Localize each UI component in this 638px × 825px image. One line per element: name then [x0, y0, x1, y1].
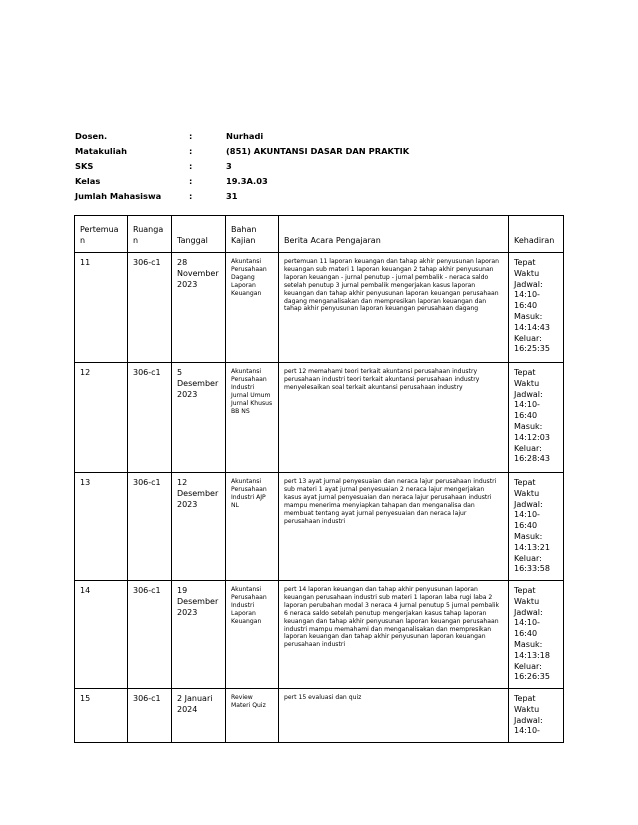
- cell-berita-acara: pert 15 evaluasi dan quiz: [279, 689, 509, 743]
- cell-berita-acara: pert 12 memahami teori terkait akuntansi perusahaan industry perusahaan industri teori terkait akuntansi perusahaan industry menyelesaikan soal terkait akuntansi perusahaan industry: [279, 363, 509, 473]
- cell-kehadiran: Tepat Waktu Jadwal: 14:10-16:40 Masuk: 14:13:18 Keluar: 16:26:35: [509, 581, 564, 689]
- cell-pertemuan: 11: [75, 253, 128, 363]
- cell-tanggal: 28 November 2023: [172, 253, 226, 363]
- table-row: [75, 363, 564, 473]
- header-tanggal: Tanggal: [172, 216, 226, 253]
- info-colon: :: [189, 131, 193, 141]
- cell-ruangan: 306-c1: [128, 581, 172, 689]
- cell-bahan-kajian: Akuntansi Perusahaan Industri Laporan Keuangan: [226, 581, 279, 689]
- attendance-table: [74, 215, 564, 743]
- cell-bahan-kajian: Akuntansi Perusahaan Industri AJP NL: [226, 473, 279, 581]
- cell-ruangan: 306-c1: [128, 253, 172, 363]
- cell-ruangan: 306-c1: [128, 363, 172, 473]
- cell-tanggal: 5 Desember 2023: [172, 363, 226, 473]
- cell-kehadiran: Tepat Waktu Jadwal: 14:10-16:40 Masuk: 14:12:03 Keluar: 16:28:43: [509, 363, 564, 473]
- cell-pertemuan: 15: [75, 689, 128, 743]
- table-row: [75, 581, 564, 689]
- info-label: SKS: [75, 161, 94, 171]
- header-ruangan: Ruangan: [128, 216, 172, 253]
- cell-bahan-kajian: Review Materi Quiz: [226, 689, 279, 743]
- header-bahan-kajian: Bahan Kajian: [226, 216, 279, 253]
- cell-tanggal: 12 Desember 2023: [172, 473, 226, 581]
- table-header-row: [75, 216, 564, 253]
- info-value: 3: [226, 161, 232, 171]
- cell-ruangan: 306-c1: [128, 689, 172, 743]
- cell-ruangan: 306-c1: [128, 473, 172, 581]
- cell-berita-acara: pert 14 laporan keuangan dan tahap akhir penyusunan laporan keuangan perusahaan industri sub materi 1 laporan laba rugi laba 2 laporan perubahan modal 3 neraca 4 jurnal penutup 5 jurnal pembalik 6 neraca saldo setelah penutup mengerjakan kasus tahap laporan keuangan dan tahap akhir penyusunan laporan keuangan perusahaan industri mampu memahami dan menganalisakan dan mempresikan laporan keuangan dan tahap akhir penyusunan laporan keuangan perusahaan industri: [279, 581, 509, 689]
- cell-tanggal: 2 Januari 2024: [172, 689, 226, 743]
- cell-berita-acara: pert 13 ayat jurnal penyesuaian dan neraca lajur perusahaan industri sub materi 1 ayat jurnal penyesuaian 2 neraca lajur mengerjakan kasus ayat jurnal penyesuaian dan neraca lajur perusahaan industri mampu menerima menyiapkan tahapan dan menganalisa dan membuat tentang ayat jurnal penyesuaian dan neraca lajur perusahaan industri: [279, 473, 509, 581]
- table-row: [75, 689, 564, 743]
- info-colon: :: [189, 161, 193, 171]
- info-value: 19.3A.03: [226, 176, 268, 186]
- cell-pertemuan: 12: [75, 363, 128, 473]
- table-row: [75, 473, 564, 581]
- cell-kehadiran: Tepat Waktu Jadwal: 14:10-: [509, 689, 564, 743]
- info-value: Nurhadi: [226, 131, 264, 141]
- info-value: 31: [226, 191, 238, 201]
- info-value: (851) AKUNTANSI DASAR DAN PRAKTIK: [226, 146, 410, 156]
- info-label: Dosen.: [75, 131, 108, 141]
- cell-kehadiran: Tepat Waktu Jadwal: 14:10-16:40 Masuk: 14:13:21 Keluar: 16:33:58: [509, 473, 564, 581]
- cell-kehadiran: Tepat Waktu Jadwal: 14:10-16:40 Masuk: 14:14:43 Keluar: 16:25:35: [509, 253, 564, 363]
- header-kehadiran: Kehadiran: [509, 216, 564, 253]
- info-colon: :: [189, 146, 193, 156]
- info-label: Jumlah Mahasiswa: [75, 191, 162, 201]
- cell-pertemuan: 13: [75, 473, 128, 581]
- header-berita-acara: Berita Acara Pengajaran: [279, 216, 509, 253]
- cell-bahan-kajian: Akuntansi Perusahaan Dagang Laporan Keuangan: [226, 253, 279, 363]
- cell-pertemuan: 14: [75, 581, 128, 689]
- cell-berita-acara: pertemuan 11 laporan keuangan dan tahap akhir penyusunan laporan keuangan sub materi 1 laporan keuangan 2 tahap akhir penyusunan laporan keuangan - jurnal penutup - jurnal pembalik - neraca saldo setelah penutup 3 jurnal pembalik mengerjakan kasus laporan keuangan dan tahap akhir penyusunan laporan keuangan perusahaan dagang menganalisakan dan mempresikan laporan keuangan dan tahap akhir penyusunan laporan keuangan perusahaan dagang: [279, 253, 509, 363]
- cell-tanggal: 19 Desember 2023: [172, 581, 226, 689]
- info-colon: :: [189, 191, 193, 201]
- cell-bahan-kajian: Akuntansi Perusahaan Industri Jurnal Umum Jurnal Khusus BB NS: [226, 363, 279, 473]
- info-label: Kelas: [75, 176, 101, 186]
- table-row: [75, 253, 564, 363]
- header-pertemuan: Pertemuan: [75, 216, 128, 253]
- info-label: Matakuliah: [75, 146, 128, 156]
- info-colon: :: [189, 176, 193, 186]
